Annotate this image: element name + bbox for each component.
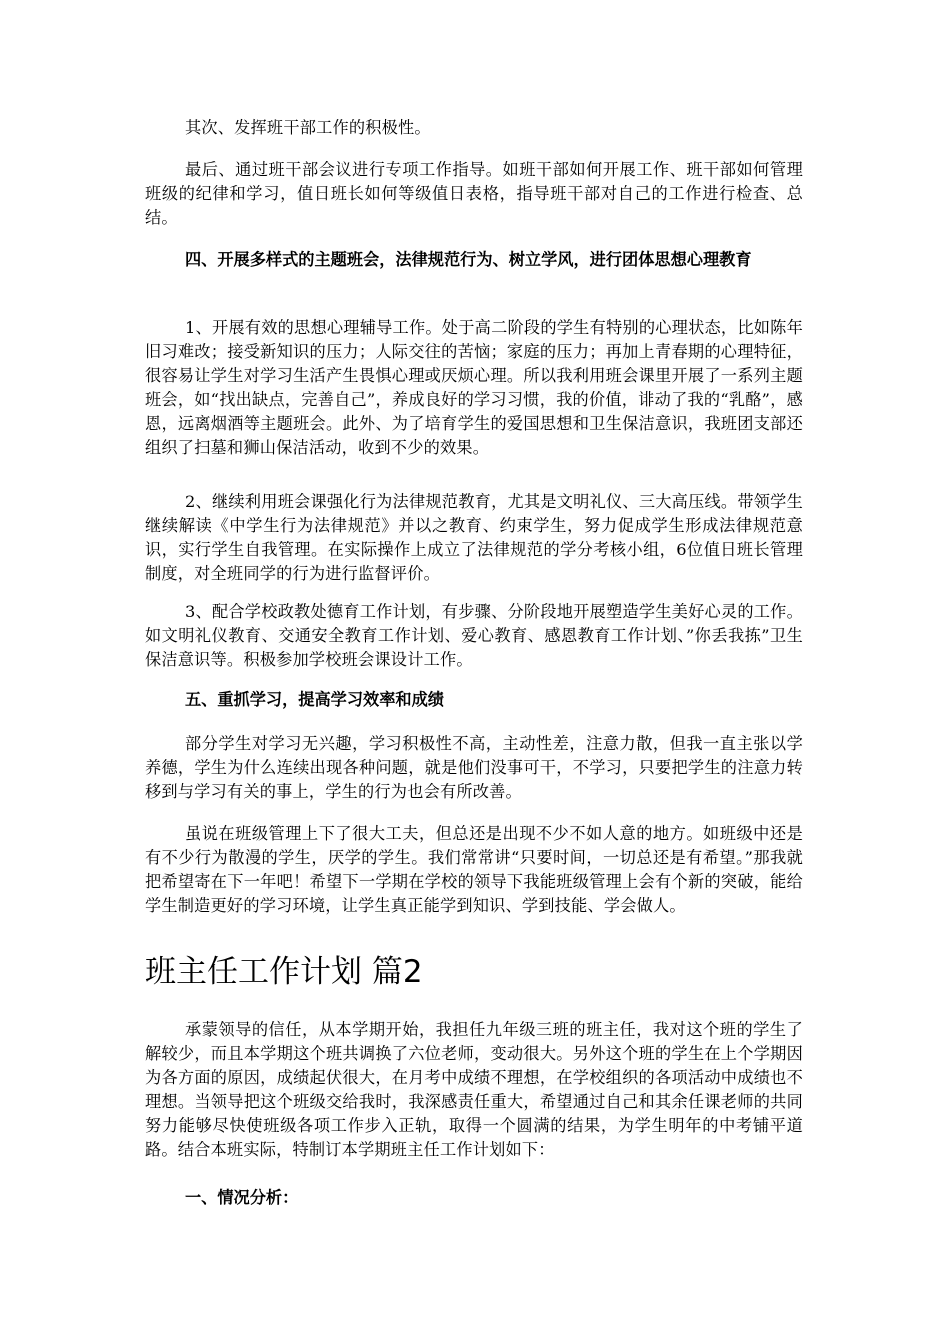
paragraph-finally: 最后、通过班干部会议进行专项工作指导。如班干部如何开展工作、班干部如何管理班级的纪律和学习，值日班长如何等级值日表格，指导班干部对自己的工作进行检查、总结。 (145, 160, 803, 227)
paragraph-intro: 承蒙领导的信任，从本学期开始，我担任九年级三班的班主任，我对这个班的学生了解较少，而且本学期这个班共调换了六位老师，变动很大。另外这个班的学生在上个学期因为各方面的原因，成绩起伏很大，在月考中成绩不理想，在学校组织的各项活动中成绩也不理想。当领导把这个班级交给我时，我深感责任重大，希望通过自己和其余任课老师的共同努力能够尽快使班级各项工作步入正轨，取得一个圆满的结果，为学生明年的中考铺平道路。结合本班实际，特制订本学期班主任工作计划如下： (145, 1020, 803, 1159)
section-heading-4: 四、开展多样式的主题班会，法律规范行为、树立学风，进行团体思想心理教育 (185, 250, 752, 269)
paragraph-secondly: 其次、发挥班干部工作的积极性。 (185, 118, 431, 137)
section-heading-5: 五、重抓学习，提高学习效率和成绩 (185, 690, 444, 709)
section-heading-situation: 一、情况分析： (185, 1188, 299, 1207)
paragraph-item-2: 2、继续利用班会课强化行为法律规范教育，尤其是文明礼仪、三大高压线。带领学生继续解读《中学生行为法律规范》并以之教育、约束学生，努力促成学生形成法律规范意识，实行学生自我管理。在实际操作上成立了法律规范的学分考核小组，6位值日班长管理制度，对全班同学的行为进行监督评价。 (145, 492, 803, 583)
paragraph-study: 部分学生对学习无兴趣，学习积极性不高，主动性差，注意力散，但我一直主张以学养德，学生为什么连续出现各种问题，就是他们没事可干，不学习，只要把学生的注意力转移到与学习有关的事上，学生的行为也会有所改善。 (145, 734, 803, 801)
article-title-part-2: 班主任工作计划 篇2 (145, 954, 423, 990)
paragraph-summary: 虽说在班级管理上下了很大工夫，但总还是出现不少不如人意的地方。如班级中还是有不少行为散漫的学生，厌学的学生。我们常常讲“只要时间，一切总还是有希望。”那我就把希望寄在下一年吧！希望下一学期在学校的领导下我能班级管理上会有个新的突破，能给学生制造更好的学习环境，让学生真正能学到知识、学到技能、学会做人。 (145, 824, 803, 915)
paragraph-item-3: 3、配合学校政教处德育工作计划，有步骤、分阶段地开展塑造学生美好心灵的工作。如文明礼仪教育、交通安全教育工作计划、爱心教育、感恩教育工作计划、”你丢我拣”卫生保洁意识等。积极参加学校班会课设计工作。 (145, 602, 803, 669)
paragraph-item-1: 1、开展有效的思想心理辅导工作。处于高二阶段的学生有特别的心理状态，比如陈年旧习难改；接受新知识的压力；人际交往的苦恼；家庭的压力；再加上青春期的心理特征，很容易让学生对学习生活产生畏惧心理或厌烦心理。所以我利用班会课里开展了一系列主题班会，如“找出缺点，完善自己”，养成良好的学习习惯，我的价值，诽动了我的“乳酪”，感恩，远离烟酒等主题班会。此外、为了培育学生的爱国思想和卫生保洁意识，我班团支部还组织了扫墓和狮山保洁活动，收到不少的效果。 (145, 318, 803, 457)
